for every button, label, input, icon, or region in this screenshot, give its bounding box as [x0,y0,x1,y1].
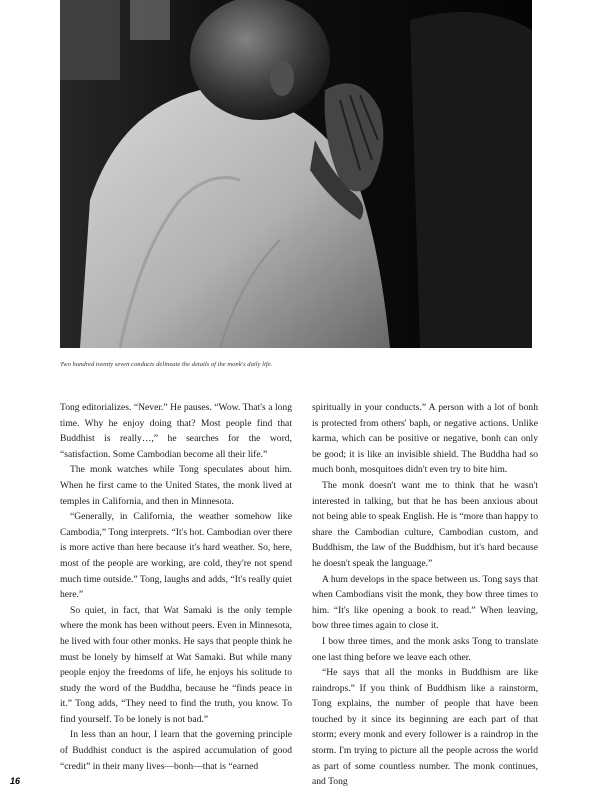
right-text-column [312,400,538,790]
left-text-column [60,400,292,774]
paragraph: A hum develops in the space between us. Tong says that when Cambodians visit the monk, they bow three times to him. “It's like opening a book to read.” When leaving, bow three times again to close it. [312,573,538,632]
page-number: 16 [10,776,21,786]
paragraph: The monk doesn't want me to think that he wasn't interested in talking, but that he has been anxious about not being able to speak English. He is “more than happy to share the Cambodian culture, Cambodian custom, and Buddhism, the law of the Buddhism, but it's hard because he doesn't speak the language.” [312,479,538,569]
photo-praying-monk [60,0,532,348]
monk-photo-illustration [60,0,532,348]
paragraph: In less than an hour, I learn that the governing principle of Buddhist conduct is the aspired accumulation of good “credit” in their many lives—bonh—that is “earned [60,729,292,772]
paragraph: I bow three times, and the monk asks Tong to translate one last thing before we leave each other. [312,635,538,663]
paragraph: So quiet, in fact, that Wat Samaki is the only temple where the monk has been without peers. Even in Minnesota, he lived with four other monks. He says that people think he must be lonely by himself at Wat Samaki. But while many people enjoy the freedoms of life, he enjoys his solitude to study the word of the Buddha, because he “finds peace in it.” Tong adds, “They need to find the truth, you know. To find yourself. To be lonely is not bad.” [60,604,292,725]
paragraph: “Generally, in California, the weather somehow like Cambodia,” Tong interprets. “It's hot. Cambodian over there is more active than here because it's hard weather. So, here, most of the people are working, are cold, they're not spend much time outside.” Tong, laughs and adds, “It's really quiet here.” [60,511,292,601]
paragraph: “He says that all the monks in Buddhism are like raindrops.” If you think of Buddhism like a rainstorm, Tong explains, the number of people that have been touched by it since its beginning are each part of that storm; every monk and every follower is a raindrop in the storm. I'm trying to picture all the people across the world as part of some countless number. The monk continues, and Tong [312,667,538,788]
paragraph: Tong editorializes. “Never.” He pauses. “Wow. That's a long time. Why he enjoy doing that? Most people find that Buddhist is really…,” he searches for the word, “satisfaction. Some Cambodian become all their life.” [60,402,292,460]
paragraph: The monk watches while Tong speculates about him. When he first came to the United States, the monk lived at temples in California, and then in Minnesota. [60,464,292,507]
photo-caption: Two hundred twenty seven conducts delineate the details of the monk's daily life. [60,361,273,368]
paragraph: spiritually in your conducts.” A person with a lot of bonh is protected from others' baph, or negative actions. Unlike karma, which can be positive or negative, bonh can only be good; it is like an invisible shield. The Buddha had so much bonh, mosquitoes didn't even try to bite him. [312,402,538,476]
